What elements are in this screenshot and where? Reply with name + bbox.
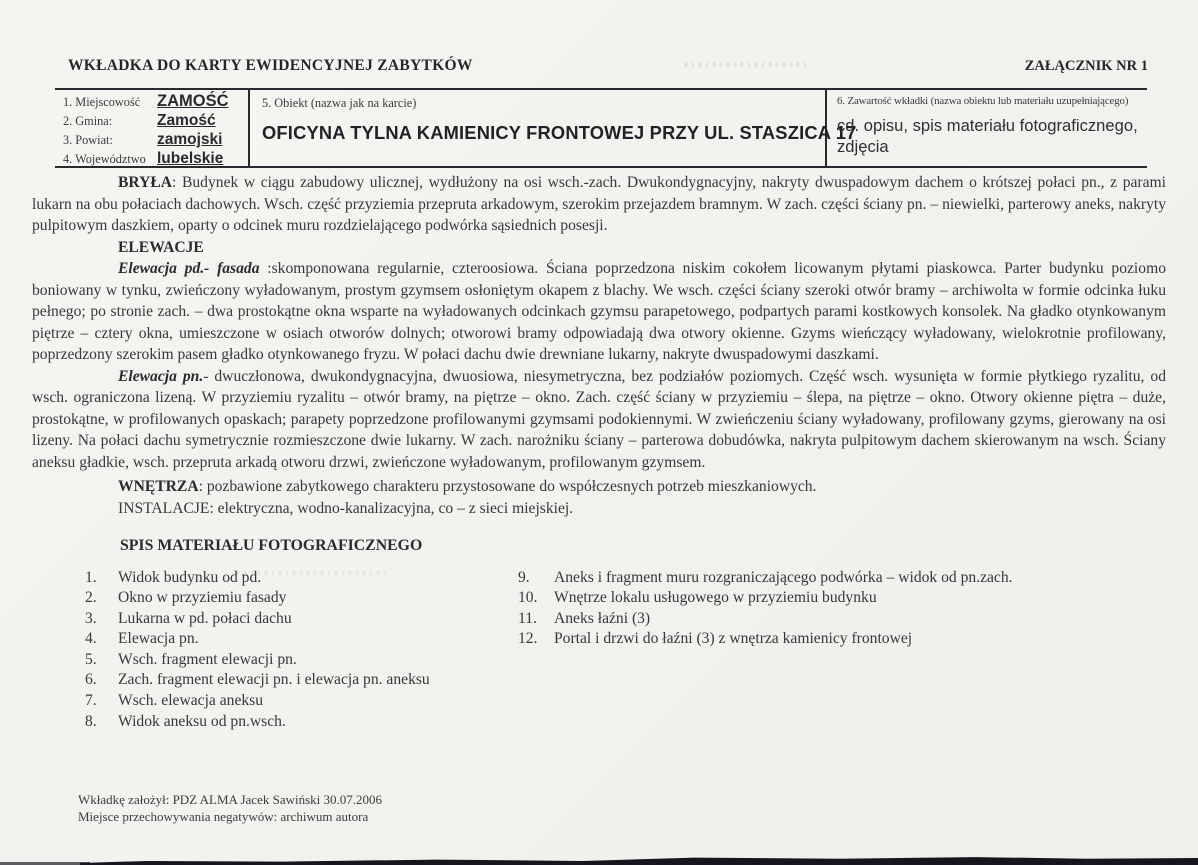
list-item [85, 670, 518, 691]
item-number: 2. [85, 589, 97, 607]
annex-label: ZAŁĄCZNIK NR 1 [1024, 58, 1148, 74]
field-value: ZAMOŚĆ [157, 92, 229, 110]
elewacja-pn-text: - dwuczłonowa, dwukondygnacyjna, dwuosiowa, niesymetryczna, bez podziałów poziomych. Część wsch. wysunięta w formie płytkiego ryzalitu, od wsch. ograniczona lizeną. W przyziemiu ryzalitu – otwór bramy, na piętrze – okno. Zach. część ściany w przyziemiu – ślepa, na piętrze – okno. Otwory okienne piętra – duże, prostokątne, w profilowanych opaskach; parapety poprzedzone profilowanymi gzymsami podokiennymi. W zwieńczeniu ściany wyładowany, profilowany gzyms, gierowany na osi lizeny. Na połaci dachu symetrycznie rozmieszczone dwie lukarny. W zach. narożniku ściany – parterowa dobudówka, nakryta pulpitowym dachem skierowanym na wsch. Ściany aneksu gładkie, wsch. przepruta arkadą otworu drzwi, zwieńczone wyładowanym, profilowanym gzymsem. [32, 367, 1166, 471]
field-wojewodztwo [63, 150, 248, 169]
field-gmina [63, 112, 248, 131]
item-text: Wsch. elewacja aneksu [118, 692, 264, 710]
list-item [85, 691, 518, 712]
item-text: Aneks i fragment muru rozgraniczającego podwórka – widok od pn.zach. [554, 568, 1013, 586]
field-label: 3. Powiat: [63, 133, 113, 147]
item-text: Wsch. fragment elewacji pn. [118, 650, 297, 668]
list-item [85, 629, 518, 650]
elewacja-pd-label: Elewacja pd.- fasada [118, 260, 260, 277]
item-number: 6. [85, 671, 97, 689]
wnetrza-text: : pozbawione zabytkowego charakteru przystosowane do współczesnych potrzeb mieszkaniowych. [198, 478, 817, 495]
bryla-text: : Budynek w ciągu zabudowy ulicznej, wydłużony na osi wsch.-zach. Dwukondygnacyjny, nakryty dwuspadowym dachem o krótszej połaci pn., z parami lukarn na obu połaciach dachowych. Wsch. część przyziemia przepruta arkadowym, szerokim przejazdem bramnym. W zach. części ściany pn. – niewielki, parterowy aneks, nakryty pulpitowym daszkiem, oparty o odcinek muru rozdzielającego podwórka sąsiednich posesji. [32, 174, 1166, 234]
field-label: 4. Województwo [63, 152, 146, 166]
location-cell [55, 90, 250, 166]
object-label: 5. Obiekt (nazwa jak na karcie) [262, 96, 417, 110]
list-item [518, 609, 1166, 630]
object-name: OFICYNA TYLNA KAMIENICY FRONTOWEJ PRZY UL. STASZICA 17 [262, 122, 857, 143]
paragraph-elewacja-pd [32, 258, 1166, 366]
item-text: Widok aneksu od pn.wsch. [118, 712, 286, 730]
object-cell [250, 90, 857, 166]
item-number: 3. [85, 609, 97, 627]
list-item [85, 609, 518, 630]
photo-list-right-column [518, 568, 1166, 733]
item-number: 12. [518, 630, 538, 648]
photo-list-left-column [85, 568, 518, 733]
list-item [85, 588, 518, 609]
item-number: 10. [518, 589, 538, 607]
item-text: Aneks łaźni (3) [554, 609, 651, 627]
item-number: 4. [85, 630, 97, 648]
faint-pencil-marks [685, 62, 810, 67]
contents-value-line2: zdjęcia [837, 137, 889, 156]
paragraph-wnetrza [32, 476, 1166, 498]
faint-pencil-marks [237, 571, 387, 575]
item-text: Zach. fragment elewacji pn. i elewacja pn. aneksu [118, 671, 430, 689]
paragraph-elewacja-pn [32, 366, 1166, 474]
field-label: 2. Gmina: [63, 114, 113, 128]
item-text: Okno w przyziemiu fasady [118, 589, 287, 607]
list-item [518, 588, 1166, 609]
field-value: lubelskie [157, 150, 224, 167]
item-number: 1. [85, 568, 97, 586]
item-number: 5. [85, 650, 97, 668]
footer-notes [78, 791, 382, 825]
footer-author-line: Wkładkę założył: PDZ ALMA Jacek Sawiński 30.07.2006 [78, 792, 383, 807]
paragraph-bryla [32, 172, 1166, 237]
item-text: Widok budynku od pd. [118, 568, 262, 586]
list-item [518, 568, 1166, 589]
elewacja-pn-label: Elewacja pn. [118, 367, 204, 385]
scan-edge-artifact [80, 856, 1198, 865]
item-number: 7. [85, 692, 97, 710]
heading-spis-materialu: SPIS MATERIAŁU FOTOGRAFICZNEGO [120, 537, 423, 554]
item-text: Wnętrze lokalu usługowego w przyziemiu budynku [554, 589, 877, 607]
field-label: 1. Miejscowość [63, 95, 141, 109]
document-header [68, 57, 1148, 75]
item-text: Elewacja pn. [118, 630, 199, 648]
page-title: WKŁADKA DO KARTY EWIDENCYJNEJ ZABYTKÓW [68, 57, 473, 74]
photo-list [32, 568, 1166, 733]
list-item [85, 712, 518, 733]
list-item [518, 629, 1166, 650]
item-text: Lukarna w pd. połaci dachu [118, 609, 292, 627]
field-value: zamojski [157, 131, 223, 148]
field-miejscowosc [63, 93, 248, 112]
item-number: 8. [85, 712, 97, 730]
bryla-label: BRYŁA [118, 174, 173, 191]
description-body [32, 172, 1166, 732]
field-powiat [63, 131, 248, 150]
list-item [85, 650, 518, 671]
paragraph-instalacje: INSTALACJE: elektryczna, wodno-kanalizacyjna, co – z sieci miejskiej. [118, 499, 574, 517]
contents-label: 6. Zawartość wkładki (nazwa obiektu lub materiału uzupełniającego) [837, 95, 1129, 107]
item-number: 9. [518, 568, 530, 586]
footer-negatives-line: Miejsce przechowywania negatywów: archiwum autora [78, 809, 369, 824]
item-text: Portal i drzwi do łaźni (3) z wnętrza kamienicy frontowej [554, 630, 913, 648]
wnetrza-label: WNĘTRZA [118, 478, 199, 495]
field-value: Zamość [157, 112, 216, 129]
header-table [55, 88, 1147, 168]
heading-elewacje: ELEWACJE [118, 238, 204, 256]
contents-value [837, 115, 1147, 157]
item-number: 11. [518, 609, 537, 627]
contents-value-line1: cd. opisu, spis materiału fotograficznego, [837, 116, 1138, 135]
elewacja-pd-text: :skomponowana regularnie, czteroosiowa. Ściana poprzedzona niskim cokołem licowanym płytami piaskowca. Parter budynku poziomo boniowany w tynku, zwieńczony wyładowanym, prostym gzymsem osłoniętym okapem z blachy. We wsch. części ściany szeroki otwór bramy – archiwolta w formie odcinka łuku pełnego; po stronie zach. – dwa prostokątne okna wsparte na wyładowanych odcinkach gzymsu parapetowego, podpartych parami kostkowych konsolek. Na gładko otynkowanym piętrze – cztery okna, umieszczone w osiach otworów dolnych; otworowi bramy odpowiadają dwa otwory okienne. Gzyms wieńczący wyładowany, wielokrotnie profilowany, poprzedzony szerokim pasem gładko otynkowanego fryzu. W połaci dachu dwie drewniane lukarny, nakryte dwuspadowymi daszkami. [32, 260, 1166, 363]
contents-cell [827, 90, 1147, 166]
